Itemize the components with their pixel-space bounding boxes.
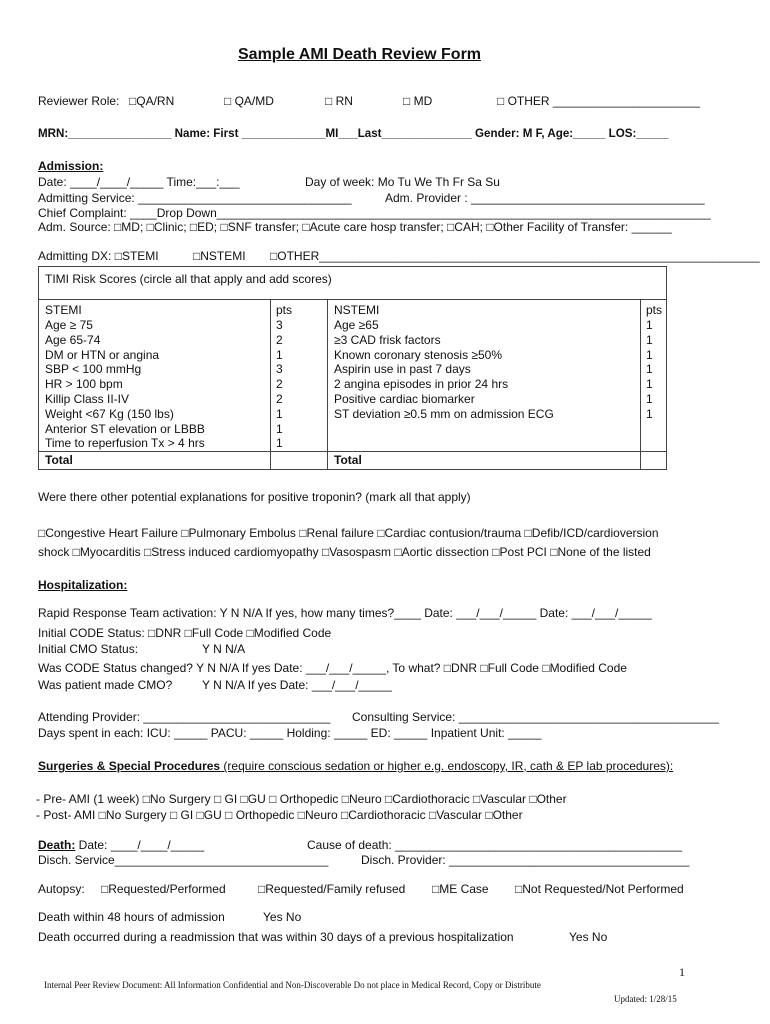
initial-code-status[interactable]: Initial CODE Status: □DNR □Full Code □Modified Code bbox=[38, 626, 332, 640]
nstemi-item: Known coronary stenosis ≥50% bbox=[334, 347, 503, 362]
initial-cmo-label: Initial CMO Status: bbox=[38, 642, 139, 656]
stemi-header: STEMI bbox=[45, 303, 82, 317]
stemi-total[interactable]: Total bbox=[45, 453, 73, 467]
stemi-points bbox=[276, 318, 283, 451]
admission-heading: Admission: bbox=[38, 159, 104, 173]
mrn-name-line[interactable]: MRN:________________ Name: First _____________MI___Last______________ Gender: M F, Age:_____ LOS:_____ bbox=[38, 127, 669, 140]
cmo-label: Was patient made CMO? bbox=[38, 678, 173, 692]
autopsy-not-requested[interactable]: □Not Requested/Not Performed bbox=[515, 882, 684, 896]
stemi-pt: 2 bbox=[276, 391, 283, 406]
readmission-options[interactable]: Yes No bbox=[569, 930, 608, 944]
stemi-pt: 1 bbox=[276, 347, 283, 362]
timi-heading: TIMI Risk Scores (circle all that apply and add scores) bbox=[45, 272, 332, 286]
stemi-items bbox=[45, 318, 205, 451]
surgeries-heading: Surgeries & Special Procedures bbox=[38, 759, 221, 773]
troponin-options-2[interactable]: shock □Myocarditis □Stress induced cardiomyopathy □Vasospasm □Aortic dissection □Post PCI □None of the listed bbox=[38, 545, 651, 559]
surgeries-post-ami[interactable]: - Post- AMI □No Surgery □ GI □GU □ Orthopedic □Neuro □Cardiothoracic □Vascular □Other bbox=[36, 808, 523, 822]
cmo-options[interactable]: Y N N/A If yes Date: ___/___/_____ bbox=[202, 678, 392, 692]
admitting-dx-stemi[interactable]: Admitting DX: □STEMI bbox=[38, 249, 159, 263]
surgeries-note: (require conscious sedation or higher e.g. endoscopy, IR, cath & EP lab procedures): bbox=[220, 759, 674, 773]
nstemi-item: 2 angina episodes in prior 24 hrs bbox=[334, 377, 509, 392]
reviewer-option-qa-rn[interactable]: □QA/RN bbox=[129, 94, 175, 108]
reviewer-option-md[interactable]: □ MD bbox=[403, 94, 433, 108]
admitting-dx-other[interactable]: □OTHER__________________________________________________________________ bbox=[270, 249, 760, 263]
nstemi-item: Positive cardiac biomarker bbox=[334, 391, 475, 406]
admitting-dx-nstemi[interactable]: □NSTEMI bbox=[193, 249, 246, 263]
nstemi-pt: 1 bbox=[646, 362, 653, 377]
nstemi-pt: 1 bbox=[646, 406, 653, 421]
page-title: Sample AMI Death Review Form bbox=[238, 46, 482, 63]
autopsy-label: Autopsy: bbox=[38, 882, 85, 896]
consulting-service[interactable]: Consulting Service: _______________________________________ bbox=[352, 710, 719, 724]
stemi-pt: 1 bbox=[276, 421, 283, 436]
troponin-question: Were there other potential explanations for positive troponin? (mark all that apply) bbox=[38, 490, 471, 504]
nstemi-total[interactable]: Total bbox=[334, 453, 362, 467]
stemi-pt: 1 bbox=[276, 406, 283, 421]
updated-date: Updated: 1/28/15 bbox=[614, 994, 677, 1004]
death-48h-options[interactable]: Yes No bbox=[263, 910, 302, 924]
stemi-pt: 2 bbox=[276, 332, 283, 347]
nstemi-pt: 1 bbox=[646, 391, 653, 406]
days-spent[interactable]: Days spent in each: ICU: _____ PACU: _____ Holding: _____ ED: _____ Inpatient Unit: _____ bbox=[38, 726, 542, 740]
stemi-item: DM or HTN or angina bbox=[45, 347, 160, 362]
autopsy-family-refused[interactable]: □Requested/Family refused bbox=[258, 882, 406, 896]
timi-col-divider-2 bbox=[327, 299, 328, 470]
nstemi-header: NSTEMI bbox=[334, 303, 380, 317]
nstemi-pts-header: pts bbox=[646, 303, 663, 317]
disch-service[interactable]: Disch. Service________________________________ bbox=[38, 853, 329, 867]
stemi-item: Killip Class II-IV bbox=[45, 391, 130, 406]
stemi-pt: 1 bbox=[276, 436, 283, 451]
death-date-line[interactable] bbox=[38, 838, 204, 852]
stemi-item: HR > 100 bpm bbox=[45, 377, 123, 392]
surgeries-line bbox=[38, 759, 673, 773]
death-48h-label: Death within 48 hours of admission bbox=[38, 910, 225, 924]
nstemi-item: Age ≥65 bbox=[334, 318, 379, 332]
autopsy-requested-performed[interactable]: □Requested/Performed bbox=[101, 882, 226, 896]
stemi-item: Weight <67 Kg (150 lbs) bbox=[45, 406, 174, 421]
attending-provider[interactable]: Attending Provider: ____________________________ bbox=[38, 710, 331, 724]
stemi-item: SBP < 100 mmHg bbox=[45, 362, 142, 377]
nstemi-pt: 1 bbox=[646, 332, 653, 347]
stemi-pt: 2 bbox=[276, 377, 283, 392]
timi-divider bbox=[38, 299, 667, 300]
disch-provider[interactable]: Disch. Provider: ____________________________________ bbox=[361, 853, 690, 867]
reviewer-option-qa-md[interactable]: □ QA/MD bbox=[224, 94, 274, 108]
nstemi-items bbox=[334, 318, 554, 422]
nstemi-item: ≥3 CAD frisk factors bbox=[334, 332, 441, 347]
readmission-label: Death occurred during a readmission that was within 30 days of a previous hospitalization bbox=[38, 930, 514, 944]
nstemi-pt: 1 bbox=[646, 347, 653, 362]
nstemi-points bbox=[646, 318, 653, 422]
adm-provider[interactable]: Adm. Provider : ___________________________________ bbox=[385, 191, 705, 205]
stemi-pt: 3 bbox=[276, 318, 283, 332]
nstemi-pt: 1 bbox=[646, 318, 653, 332]
death-date[interactable]: Date: ____/____/_____ bbox=[75, 838, 205, 852]
stemi-item: Time to reperfusion Tx > 4 hrs bbox=[45, 436, 205, 451]
adm-source[interactable]: Adm. Source: □MD; □Clinic; □ED; □SNF transfer; □Acute care hosp transfer; □CAH; □Other Facility of Transfer: ______ bbox=[38, 220, 672, 234]
nstemi-item: ST deviation ≥0.5 mm on admission ECG bbox=[334, 406, 554, 421]
nstemi-item: Aspirin use in past 7 days bbox=[334, 362, 471, 377]
stemi-item: Anterior ST elevation or LBBB bbox=[45, 421, 205, 436]
day-of-week[interactable]: Day of week: Mo Tu We Th Fr Sa Su bbox=[305, 175, 500, 189]
chief-complaint[interactable]: Chief Complaint: ____Drop Down__________________________________________________________________________ bbox=[38, 206, 711, 220]
troponin-options-1[interactable]: □Congestive Heart Failure □Pulmonary Embolus □Renal failure □Cardiac contusion/trauma □Defib/ICD/cardioversion bbox=[38, 526, 659, 540]
confidential-notice: Internal Peer Review Document: All Information Confidential and Non-Discoverable Do not place in Medical Record, Copy or Distribute bbox=[44, 980, 541, 990]
admission-date-time[interactable]: Date: ____/____/_____ Time:___:___ bbox=[38, 175, 240, 189]
admitting-service[interactable]: Admitting Service: ________________________________ bbox=[38, 191, 352, 205]
death-heading: Death: bbox=[38, 838, 76, 852]
hospitalization-heading: Hospitalization: bbox=[38, 578, 128, 592]
timi-col-divider-3 bbox=[640, 299, 641, 470]
page-number: 1 bbox=[679, 965, 685, 979]
reviewer-option-rn[interactable]: □ RN bbox=[325, 94, 353, 108]
reviewer-option-other[interactable]: □ OTHER ______________________ bbox=[497, 94, 700, 108]
stemi-item: Age ≥ 75 bbox=[45, 318, 93, 332]
stemi-pts-header: pts bbox=[276, 303, 293, 317]
reviewer-role-label: Reviewer Role: bbox=[38, 94, 120, 108]
initial-cmo-options[interactable]: Y N N/A bbox=[202, 642, 246, 656]
autopsy-me-case[interactable]: □ME Case bbox=[432, 882, 489, 896]
stemi-item: Age 65-74 bbox=[45, 332, 101, 347]
timi-col-divider-1 bbox=[270, 299, 271, 470]
stemi-pt: 3 bbox=[276, 362, 283, 377]
code-status-changed[interactable]: Was CODE Status changed? Y N N/A If yes Date: ___/___/_____, To what? □DNR □Full Code □Modified Code bbox=[38, 661, 627, 675]
surgeries-pre-ami[interactable]: - Pre- AMI (1 week) □No Surgery □ GI □GU □ Orthopedic □Neuro □Cardiothoracic □Vascular □Other bbox=[36, 792, 567, 806]
nstemi-pt: 1 bbox=[646, 377, 653, 392]
rrt-activation[interactable]: Rapid Response Team activation: Y N N/A If yes, how many times?____ Date: ___/___/_____ Date: ___/___/_____ bbox=[38, 606, 652, 620]
cause-of-death[interactable]: Cause of death: ___________________________________________ bbox=[307, 838, 683, 852]
